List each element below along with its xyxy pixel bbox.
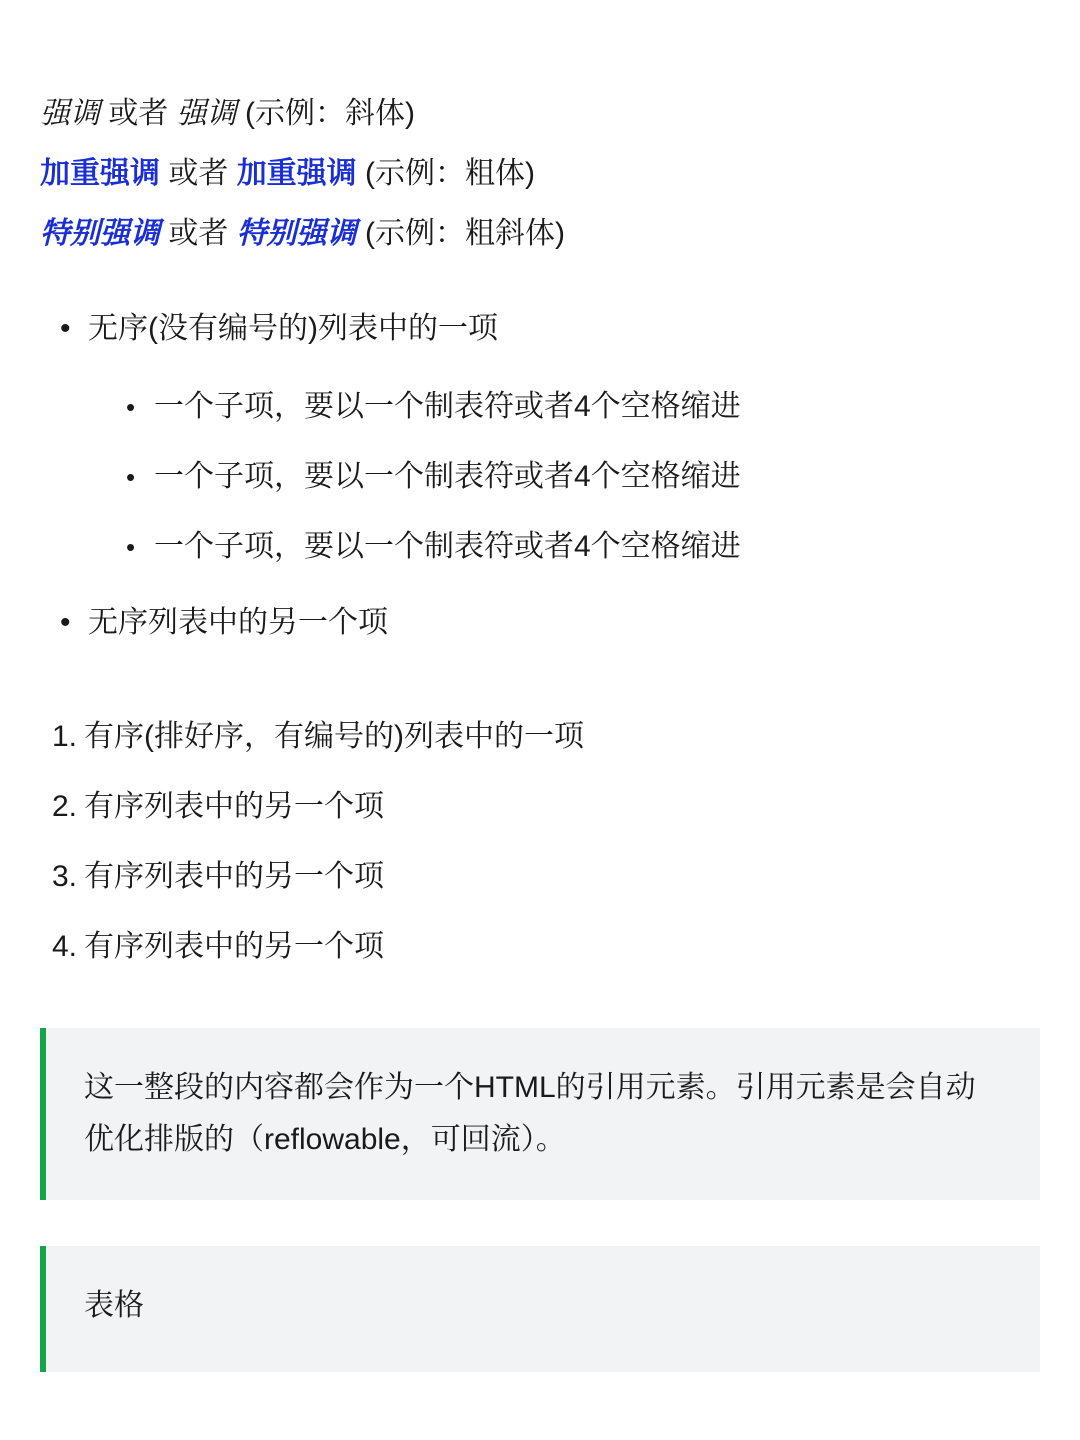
bold-conjunction: 或者 [168, 157, 229, 190]
list-marker: 2. [52, 790, 78, 823]
list-item [40, 772, 1040, 842]
italic-sample-b: 强调 [176, 97, 237, 130]
list-item [40, 912, 1040, 982]
italic-conjunction: 或者 [108, 97, 169, 130]
italic-sample-a: 强调 [40, 97, 100, 130]
list-item [40, 588, 1040, 658]
ordered-list [40, 702, 1040, 982]
unordered-list [40, 294, 1040, 658]
bullet-icon: • [126, 532, 136, 562]
bullet-icon: • [126, 462, 136, 492]
bold-italic-sample-a: 特别强调 [40, 217, 160, 250]
list-marker: 4. [52, 930, 78, 963]
list-item-label: 一个子项，要以一个制表符或者4个空格缩进 [154, 460, 741, 493]
blockquote-text: 这一整段的内容都会作为一个HTML的引用元素。引用元素是会自动优化排版的（reflowable，可回流）。 [84, 1071, 976, 1156]
list-item [40, 294, 1040, 588]
bold-sample-b: 加重强调 [236, 157, 357, 190]
bullet-icon: • [60, 606, 71, 639]
list-item [40, 702, 1040, 772]
emphasis-line-bold-italic [40, 204, 1040, 264]
blockquote-text: 表格 [84, 1289, 144, 1322]
list-item [118, 512, 1040, 582]
list-item-label: 无序列表中的另一个项 [88, 606, 388, 639]
emphasis-line-italic [40, 84, 1040, 144]
list-item-label: 有序列表中的另一个项 [84, 930, 384, 963]
list-item [40, 842, 1040, 912]
list-item [118, 372, 1040, 442]
emphasis-line-bold [40, 144, 1040, 204]
bold-italic-sample-b: 特别强调 [236, 217, 357, 250]
list-item-label: 有序(排好序，有编号的)列表中的一项 [84, 720, 584, 753]
list-item-label: 一个子项，要以一个制表符或者4个空格缩进 [154, 530, 741, 563]
emphasis-examples [40, 84, 1040, 264]
bold-italic-note: (示例：粗斜体) [365, 217, 566, 250]
bullet-icon: • [60, 312, 71, 345]
unordered-sublist [88, 372, 1040, 582]
list-marker: 3. [52, 860, 78, 893]
bold-sample-a: 加重强调 [40, 157, 160, 190]
list-item-label: 有序列表中的另一个项 [84, 860, 384, 893]
blockquote-paragraph [40, 1028, 1040, 1200]
list-item-label: 有序列表中的另一个项 [84, 790, 384, 823]
bold-note: (示例：粗体) [365, 157, 536, 190]
list-item-label: 一个子项，要以一个制表符或者4个空格缩进 [154, 390, 741, 423]
list-item-label: 无序(没有编号的)列表中的一项 [88, 312, 498, 345]
list-marker: 1. [52, 720, 78, 753]
bold-italic-conjunction: 或者 [168, 217, 229, 250]
list-item [118, 442, 1040, 512]
sublist-wrapper [88, 364, 1040, 588]
blockquote-table [40, 1246, 1040, 1372]
italic-note: (示例：斜体) [245, 97, 416, 130]
bullet-icon: • [126, 392, 136, 422]
